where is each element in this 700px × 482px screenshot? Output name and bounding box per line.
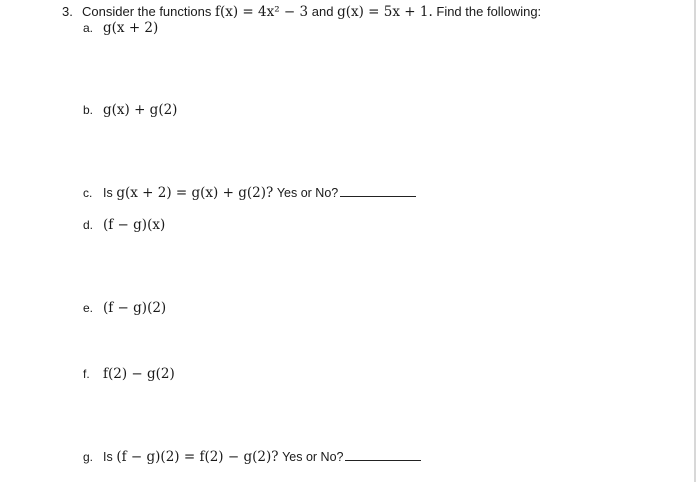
question-header — [62, 4, 541, 20]
answer-blank — [340, 185, 416, 197]
question-tail: Find the following: — [436, 4, 542, 19]
item-letter: g. — [83, 450, 94, 464]
item-expression: (f − g)(2) — [103, 300, 167, 316]
question-intro: Consider the functions — [82, 4, 212, 19]
item-letter: e. — [83, 301, 94, 315]
question-number: 3. — [62, 4, 73, 19]
item-f — [83, 366, 175, 382]
item-a — [83, 20, 158, 36]
yes-no-prompt: Yes or No? — [276, 186, 339, 200]
item-letter: b. — [83, 103, 94, 117]
item-c — [83, 185, 416, 201]
item-letter: c. — [83, 186, 93, 200]
f-definition: f(x) = 4x² − 3 — [214, 4, 309, 20]
item-prefix: Is — [103, 186, 113, 200]
item-b — [83, 102, 177, 118]
question-joiner: and — [311, 4, 334, 19]
yes-no-prompt: Yes or No? — [282, 450, 344, 464]
item-letter: d. — [83, 218, 94, 232]
item-expression: (f − g)(x) — [103, 217, 166, 233]
item-letter: a. — [83, 21, 94, 35]
item-expression: g(x + 2) — [103, 20, 159, 36]
item-expression: g(x + 2) = g(x) + g(2)? — [116, 185, 274, 201]
item-e — [83, 300, 166, 316]
g-definition: g(x) = 5x + 1. — [337, 4, 433, 20]
item-d — [83, 217, 165, 233]
item-expression: g(x) + g(2) — [103, 102, 178, 118]
item-expression: (f − g)(2) = f(2) − g(2)? — [116, 449, 279, 465]
item-prefix: Is — [103, 450, 113, 464]
item-letter: f. — [83, 367, 90, 381]
page-edge-rule — [694, 0, 696, 482]
item-expression: f(2) − g(2) — [103, 366, 175, 382]
answer-blank — [345, 449, 421, 461]
item-g — [83, 449, 421, 465]
